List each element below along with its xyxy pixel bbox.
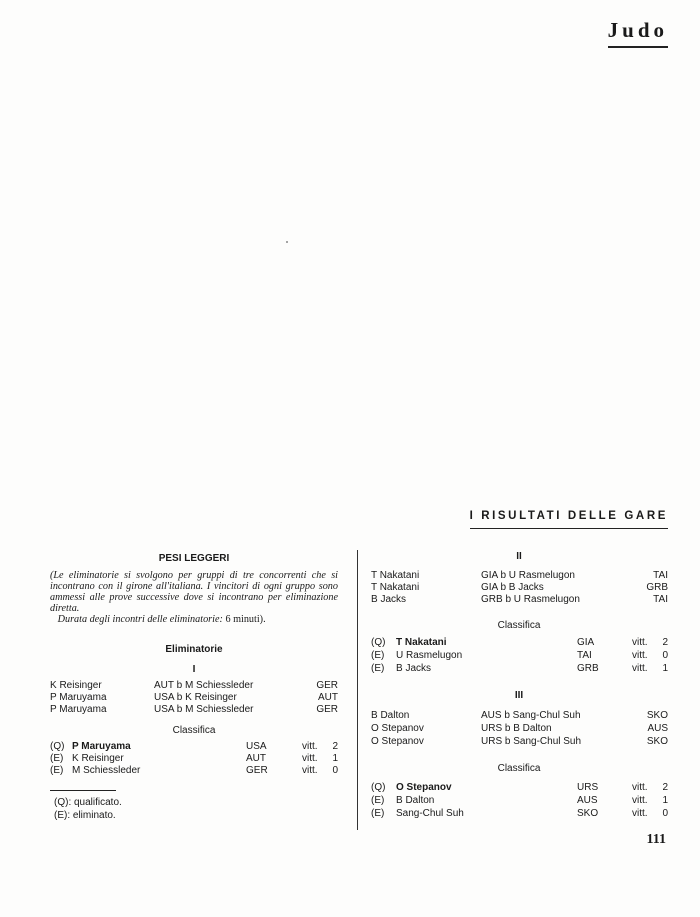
match-country: SKO bbox=[646, 736, 668, 747]
standing-status: (Q) bbox=[371, 637, 386, 648]
standing-country: GIA bbox=[577, 637, 595, 648]
standing-row bbox=[50, 765, 338, 777]
sport-title: Judo bbox=[608, 18, 668, 48]
standing-country: GER bbox=[246, 765, 268, 776]
match-winner: B Jacks bbox=[371, 594, 407, 605]
match-result: GRB b U Rasmelugon bbox=[481, 594, 580, 605]
intro-duration-value: 6 minuti). bbox=[225, 614, 266, 625]
standing-vitt: vitt. bbox=[302, 753, 318, 764]
standing-name: K Reisinger bbox=[72, 753, 124, 764]
standing-name: M Schiessleder bbox=[72, 765, 141, 776]
footnote-qualified: (Q): qualificato. bbox=[54, 797, 122, 808]
standing-country: AUT bbox=[246, 753, 266, 764]
match-winner: T Nakatani bbox=[371, 582, 420, 593]
match-row bbox=[371, 710, 668, 722]
match-country: AUS bbox=[647, 723, 668, 734]
standing-row bbox=[50, 741, 338, 753]
classifica-heading: Classifica bbox=[172, 725, 216, 736]
standing-country: TAI bbox=[577, 650, 592, 661]
standing-vitt: vitt. bbox=[632, 663, 648, 674]
standing-row bbox=[371, 663, 668, 675]
group-heading: III bbox=[514, 690, 524, 701]
standing-name: Sang-Chul Suh bbox=[396, 808, 464, 819]
match-row bbox=[371, 594, 668, 606]
standing-vitt: vitt. bbox=[632, 650, 648, 661]
standing-wins: 2 bbox=[332, 741, 338, 752]
match-country: AUT bbox=[318, 692, 338, 703]
classifica-heading: Classifica bbox=[497, 763, 541, 774]
match-winner: O Stepanov bbox=[371, 723, 424, 734]
match-country: TAI bbox=[653, 594, 668, 605]
standing-vitt: vitt. bbox=[632, 795, 648, 806]
match-result: USA b K Reisinger bbox=[154, 692, 237, 703]
print-speck bbox=[286, 241, 288, 243]
standing-row bbox=[371, 795, 668, 807]
standing-name: P Maruyama bbox=[72, 741, 131, 752]
standing-wins: 0 bbox=[662, 650, 668, 661]
standing-wins: 1 bbox=[332, 753, 338, 764]
match-country: GRB bbox=[646, 582, 668, 593]
standing-status: (Q) bbox=[50, 741, 65, 752]
match-result: AUS b Sang-Chul Suh bbox=[481, 710, 581, 721]
match-row bbox=[371, 582, 668, 594]
standing-row bbox=[371, 782, 668, 794]
match-row bbox=[50, 692, 338, 704]
match-winner: B Dalton bbox=[371, 710, 410, 721]
match-winner: P Maruyama bbox=[50, 704, 107, 715]
standing-vitt: vitt. bbox=[632, 782, 648, 793]
standing-status: (E) bbox=[371, 650, 385, 661]
match-winner: K Reisinger bbox=[50, 680, 102, 691]
match-winner: O Stepanov bbox=[371, 736, 424, 747]
standing-row bbox=[371, 808, 668, 820]
intro-italic: (Le eliminatorie si svolgono per gruppi di tre concorrenti che si incontrano con il girone all'italiana. I vincitori di ogni gruppo sono ammessi alle prove successive dove si incontrano per eliminazione diretta. bbox=[50, 570, 338, 614]
match-row bbox=[371, 723, 668, 735]
standing-name: B Jacks bbox=[396, 663, 432, 674]
section-title: I RISULTATI DELLE GARE bbox=[469, 510, 668, 522]
footnote-rule bbox=[50, 790, 116, 791]
section-rule bbox=[470, 528, 668, 529]
match-country: SKO bbox=[646, 710, 668, 721]
standing-wins: 0 bbox=[662, 808, 668, 819]
standing-vitt: vitt. bbox=[632, 808, 648, 819]
page-number: 111 bbox=[646, 832, 666, 847]
match-row bbox=[50, 680, 338, 692]
match-winner: P Maruyama bbox=[50, 692, 107, 703]
match-country: TAI bbox=[653, 570, 668, 581]
match-result: GIA b U Rasmelugon bbox=[481, 570, 575, 581]
stage-heading: Eliminatorie bbox=[165, 644, 223, 655]
match-country: GER bbox=[316, 704, 338, 715]
standing-row bbox=[50, 753, 338, 765]
standing-wins: 2 bbox=[662, 782, 668, 793]
match-result: AUT b M Schiessleder bbox=[154, 680, 254, 691]
intro-paragraph bbox=[50, 570, 338, 625]
standing-status: (E) bbox=[50, 765, 64, 776]
standing-wins: 0 bbox=[332, 765, 338, 776]
standing-status: (E) bbox=[371, 808, 385, 819]
standing-country: SKO bbox=[577, 808, 599, 819]
match-result: URS b Sang-Chul Suh bbox=[481, 736, 582, 747]
match-row bbox=[371, 736, 668, 748]
standing-status: (E) bbox=[50, 753, 64, 764]
standing-wins: 1 bbox=[662, 663, 668, 674]
match-row bbox=[371, 570, 668, 582]
match-result: URS b B Dalton bbox=[481, 723, 552, 734]
standing-country: AUS bbox=[577, 795, 598, 806]
standing-country: USA bbox=[246, 741, 267, 752]
standing-status: (E) bbox=[371, 795, 385, 806]
match-country: GER bbox=[316, 680, 338, 691]
footnote-eliminated: (E): eliminato. bbox=[54, 810, 116, 821]
standing-country: URS bbox=[577, 782, 599, 793]
match-result: USA b M Schiessleder bbox=[154, 704, 254, 715]
standing-name: O Stepanov bbox=[396, 782, 452, 793]
standing-vitt: vitt. bbox=[302, 741, 318, 752]
classifica-heading: Classifica bbox=[497, 620, 541, 631]
standing-name: U Rasmelugon bbox=[396, 650, 463, 661]
standing-wins: 2 bbox=[662, 637, 668, 648]
standing-name: B Dalton bbox=[396, 795, 435, 806]
standing-wins: 1 bbox=[662, 795, 668, 806]
standing-country: GRB bbox=[577, 663, 599, 674]
match-result: GIA b B Jacks bbox=[481, 582, 544, 593]
match-row bbox=[50, 704, 338, 716]
standing-status: (E) bbox=[371, 663, 385, 674]
standing-row bbox=[371, 650, 668, 662]
match-winner: T Nakatani bbox=[371, 570, 420, 581]
category-heading: PESI LEGGERI bbox=[158, 553, 230, 564]
group-heading: II bbox=[516, 551, 522, 562]
standing-row bbox=[371, 637, 668, 649]
standing-status: (Q) bbox=[371, 782, 386, 793]
standing-vitt: vitt. bbox=[302, 765, 318, 776]
column-divider bbox=[357, 550, 358, 830]
standing-vitt: vitt. bbox=[632, 637, 648, 648]
standing-name: T Nakatani bbox=[396, 637, 447, 648]
intro-duration-label: Durata degli incontri delle eliminatorie: bbox=[57, 614, 223, 625]
group-heading: I bbox=[192, 664, 196, 675]
